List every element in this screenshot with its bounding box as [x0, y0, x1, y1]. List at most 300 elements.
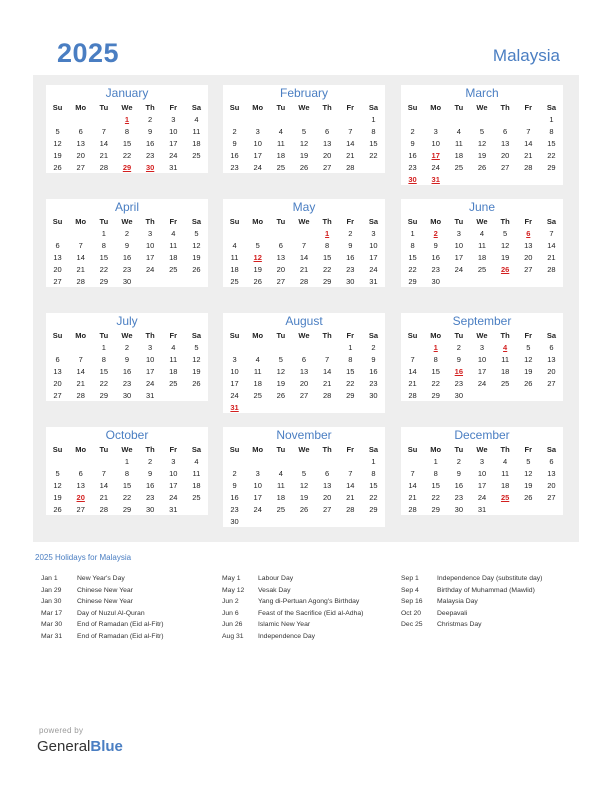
weekday-header: Tu [276, 444, 286, 454]
day-cell: 14 [408, 480, 417, 490]
day-cell: 20 [524, 252, 533, 262]
weekday-header: Tu [454, 102, 464, 112]
day-cell: 23 [122, 378, 132, 388]
day-cell: 16 [122, 252, 132, 262]
empty-day-cell [339, 401, 362, 413]
day-cell: 1 [371, 114, 376, 124]
day-cell: 19 [524, 480, 533, 490]
day-cell: 11 [276, 138, 285, 148]
day-cell: 21 [299, 264, 309, 274]
day-cell: 6 [325, 126, 330, 136]
day-cell: 20 [53, 264, 62, 274]
day-cell: 3 [371, 228, 376, 238]
day-cell: 10 [169, 126, 178, 136]
day-cell: 27 [76, 504, 85, 514]
day-cell: 21 [346, 492, 355, 502]
day-cell: 1 [410, 228, 415, 238]
empty-day-cell [517, 503, 540, 515]
weekday-header: Th [145, 102, 155, 112]
day-cell: 24 [230, 390, 239, 400]
empty-day-cell [292, 227, 315, 239]
day-cell: 18 [500, 366, 510, 376]
day-cell: 8 [348, 354, 353, 364]
day-cell: 13 [524, 240, 533, 250]
empty-day-cell [92, 455, 115, 467]
holiday-day-cell: 20 [76, 492, 85, 502]
day-cell: 31 [169, 504, 178, 514]
month-title: March [465, 86, 499, 100]
day-cell: 8 [433, 354, 438, 364]
day-cell: 8 [124, 468, 130, 478]
holiday-name: Chinese New Year [77, 598, 133, 605]
holiday-name: Feast of the Sacrifice (Eid al-Adha) [258, 609, 364, 617]
holiday-row [41, 587, 217, 599]
day-cell: 30 [454, 390, 464, 400]
empty-day-cell [316, 113, 339, 125]
weekday-header: Mo [75, 444, 87, 454]
empty-day-cell [494, 173, 517, 185]
weekday-header: Su [52, 444, 63, 454]
weekday-header: Fr [524, 216, 533, 226]
empty-day-cell [246, 515, 269, 527]
day-cell: 3 [171, 114, 176, 124]
day-cell: 21 [547, 252, 556, 262]
day-cell: 2 [410, 126, 415, 136]
day-cell: 30 [122, 276, 132, 286]
empty-day-cell [362, 161, 385, 173]
day-cell: 6 [549, 342, 554, 352]
day-cell: 10 [253, 138, 262, 148]
day-cell: 29 [99, 276, 109, 286]
day-cell: 7 [526, 126, 531, 136]
empty-day-cell [540, 389, 563, 401]
holiday-row [222, 621, 418, 633]
weekday-header: We [298, 330, 310, 340]
day-cell: 6 [78, 126, 83, 136]
holiday-name: Islamic New Year [258, 621, 311, 628]
holiday-name: Deepavali [437, 609, 468, 617]
day-cell: 3 [479, 342, 485, 352]
empty-day-cell [69, 227, 92, 239]
day-cell: 30 [454, 504, 464, 514]
day-cell: 25 [169, 378, 178, 388]
day-cell: 10 [230, 366, 239, 376]
empty-day-cell [292, 113, 315, 125]
day-cell: 12 [276, 366, 286, 376]
day-cell: 20 [322, 492, 332, 502]
empty-day-cell [185, 161, 208, 173]
holiday-day-cell: 17 [431, 150, 440, 160]
day-cell: 2 [371, 342, 376, 352]
day-cell: 24 [431, 162, 440, 172]
weekday-header: Sa [368, 102, 379, 112]
day-cell: 13 [76, 480, 85, 490]
holiday-day-cell: 30 [145, 162, 155, 172]
day-cell: 25 [500, 378, 510, 388]
empty-day-cell [223, 455, 246, 467]
empty-day-cell [185, 389, 208, 401]
day-cell: 19 [253, 264, 262, 274]
weekday-header: Sa [191, 444, 202, 454]
day-cell: 29 [431, 504, 440, 514]
holiday-date: Mar 30 [41, 621, 63, 628]
holiday-date: Sep 1 [401, 575, 419, 582]
day-cell: 8 [124, 126, 130, 136]
day-cell: 13 [547, 354, 556, 364]
weekday-header: Mo [430, 216, 442, 226]
day-cell: 9 [124, 240, 130, 250]
day-cell: 9 [433, 240, 438, 250]
day-cell: 6 [301, 354, 307, 364]
weekday-header: Fr [169, 330, 178, 340]
day-cell: 6 [549, 456, 554, 466]
day-cell: 18 [192, 138, 201, 148]
day-cell: 17 [253, 150, 262, 160]
day-cell: 13 [547, 468, 556, 478]
day-cell: 16 [230, 492, 239, 502]
day-cell: 27 [322, 162, 332, 172]
day-cell: 9 [124, 354, 130, 364]
day-cell: 5 [55, 468, 60, 478]
day-cell: 27 [500, 162, 510, 172]
empty-day-cell [517, 113, 540, 125]
day-cell: 11 [230, 252, 239, 262]
empty-day-cell [470, 275, 493, 287]
month-title: December [454, 428, 510, 442]
weekday-header: Th [145, 444, 155, 454]
empty-day-cell [246, 455, 269, 467]
day-cell: 22 [346, 378, 355, 388]
day-cell: 24 [169, 492, 178, 502]
weekday-header: Fr [346, 444, 355, 454]
day-cell: 26 [192, 264, 201, 274]
empty-day-cell [269, 515, 292, 527]
day-cell: 1 [433, 456, 438, 466]
day-cell: 14 [299, 252, 309, 262]
weekday-header: Sa [368, 330, 379, 340]
day-cell: 21 [99, 492, 109, 502]
day-cell: 23 [346, 264, 355, 274]
day-cell: 10 [253, 480, 262, 490]
day-cell: 8 [410, 240, 415, 250]
day-cell: 16 [122, 366, 132, 376]
day-cell: 25 [253, 390, 262, 400]
day-cell: 10 [431, 138, 440, 148]
holiday-date: Jan 29 [41, 586, 62, 594]
empty-day-cell [517, 275, 540, 287]
empty-day-cell [316, 455, 339, 467]
holiday-date: Sep 16 [401, 598, 423, 605]
day-cell: 19 [53, 150, 62, 160]
day-cell: 29 [431, 390, 440, 400]
day-cell: 29 [346, 390, 355, 400]
holiday-name: Chinese New Year [77, 586, 133, 594]
day-cell: 28 [299, 276, 309, 286]
day-cell: 4 [278, 468, 283, 478]
empty-day-cell [46, 227, 69, 239]
weekday-header: Th [500, 216, 510, 226]
day-cell: 12 [53, 480, 62, 490]
day-cell: 23 [454, 492, 464, 502]
day-cell: 22 [547, 150, 556, 160]
day-cell: 8 [433, 468, 438, 478]
day-cell: 28 [76, 390, 85, 400]
holiday-row [222, 598, 418, 610]
day-cell: 15 [346, 366, 355, 376]
day-cell: 7 [410, 354, 415, 364]
holiday-day-cell: 29 [122, 162, 132, 172]
holiday-row [41, 633, 217, 645]
empty-day-cell [494, 389, 517, 401]
day-cell: 5 [479, 126, 485, 136]
day-cell: 22 [322, 264, 332, 274]
day-cell: 28 [408, 504, 417, 514]
day-cell: 14 [524, 138, 533, 148]
day-cell: 27 [299, 390, 309, 400]
holiday-date: Jan 30 [41, 598, 62, 605]
day-cell: 13 [299, 366, 309, 376]
weekday-header: Fr [169, 216, 178, 226]
day-cell: 7 [78, 354, 83, 364]
empty-day-cell [494, 503, 517, 515]
day-cell: 25 [192, 492, 201, 502]
day-cell: 15 [322, 252, 332, 262]
day-cell: 23 [230, 504, 239, 514]
empty-day-cell [339, 455, 362, 467]
holiday-day-cell: 4 [503, 342, 508, 352]
day-cell: 27 [547, 492, 556, 502]
day-cell: 8 [371, 468, 376, 478]
day-cell: 24 [145, 378, 155, 388]
empty-day-cell [540, 503, 563, 515]
day-cell: 10 [145, 240, 155, 250]
day-cell: 23 [122, 264, 132, 274]
day-cell: 20 [322, 150, 332, 160]
day-cell: 19 [299, 492, 309, 502]
empty-day-cell [69, 341, 92, 353]
day-cell: 12 [192, 354, 201, 364]
weekday-header: Fr [169, 102, 178, 112]
holiday-date: Mar 17 [41, 609, 63, 617]
day-cell: 14 [346, 138, 355, 148]
day-cell: 20 [276, 264, 286, 274]
weekday-header: Fr [346, 102, 355, 112]
empty-day-cell [69, 455, 92, 467]
weekday-header: We [298, 216, 310, 226]
day-cell: 4 [479, 228, 485, 238]
weekday-header: Fr [524, 102, 533, 112]
empty-day-cell [494, 275, 517, 287]
day-cell: 15 [369, 480, 378, 490]
empty-day-cell [46, 455, 69, 467]
holiday-date: Dec 25 [401, 621, 423, 628]
day-cell: 13 [53, 366, 62, 376]
generalblue-logo[interactable] [37, 738, 123, 755]
day-cell: 11 [276, 480, 285, 490]
weekday-header: Sa [191, 102, 202, 112]
day-cell: 16 [145, 138, 155, 148]
empty-day-cell [339, 515, 362, 527]
holiday-row [222, 610, 418, 622]
day-cell: 6 [55, 354, 60, 364]
day-cell: 21 [346, 150, 355, 160]
day-cell: 22 [369, 150, 378, 160]
weekday-header: Su [229, 216, 240, 226]
day-cell: 18 [276, 150, 286, 160]
day-cell: 20 [299, 378, 309, 388]
weekday-header: Mo [252, 330, 264, 340]
day-cell: 7 [325, 354, 330, 364]
weekday-header: Mo [252, 102, 264, 112]
weekday-header: Su [52, 330, 63, 340]
day-cell: 11 [454, 138, 463, 148]
day-cell: 28 [547, 264, 556, 274]
weekday-header: Tu [99, 330, 109, 340]
day-cell: 18 [253, 378, 262, 388]
day-cell: 18 [500, 480, 510, 490]
holiday-name: Yang di-Pertuan Agong's Birthday [258, 598, 360, 605]
day-cell: 26 [524, 378, 533, 388]
day-cell: 12 [192, 240, 201, 250]
day-cell: 19 [477, 150, 487, 160]
day-cell: 10 [477, 468, 487, 478]
empty-day-cell [223, 227, 246, 239]
holiday-date: May 12 [222, 586, 245, 594]
day-cell: 1 [101, 342, 106, 352]
weekday-header: Sa [546, 102, 557, 112]
month-april [46, 199, 208, 287]
day-cell: 2 [232, 468, 237, 478]
month-title: September [452, 314, 512, 328]
empty-day-cell [269, 227, 292, 239]
day-cell: 17 [230, 378, 239, 388]
holiday-day-cell: 26 [500, 264, 510, 274]
day-cell: 22 [122, 150, 132, 160]
weekday-header: Fr [169, 444, 178, 454]
day-cell: 3 [456, 228, 461, 238]
day-cell: 31 [369, 276, 378, 286]
day-cell: 17 [369, 252, 378, 262]
day-cell: 17 [477, 366, 487, 376]
weekday-header: Su [407, 216, 418, 226]
weekday-header: Su [407, 330, 418, 340]
day-cell: 4 [194, 456, 199, 466]
day-cell: 10 [169, 468, 178, 478]
empty-day-cell [316, 401, 339, 413]
holiday-name: Malaysia Day [437, 598, 478, 605]
day-cell: 12 [524, 354, 533, 364]
day-cell: 6 [55, 240, 60, 250]
day-cell: 29 [99, 390, 109, 400]
empty-day-cell [223, 341, 246, 353]
day-cell: 20 [76, 150, 85, 160]
day-cell: 25 [454, 162, 464, 172]
day-cell: 8 [101, 240, 106, 250]
day-cell: 26 [253, 276, 262, 286]
day-cell: 12 [299, 480, 309, 490]
holiday-column [401, 575, 607, 633]
day-cell: 14 [408, 366, 417, 376]
day-cell: 29 [547, 162, 556, 172]
day-cell: 8 [325, 240, 330, 250]
day-cell: 9 [148, 468, 153, 478]
logo-blue-text: Blue [90, 738, 123, 755]
day-cell: 9 [232, 480, 237, 490]
month-title: August [285, 314, 323, 328]
day-cell: 9 [456, 354, 461, 364]
month-june [401, 199, 563, 287]
holiday-row [41, 621, 217, 633]
empty-day-cell [470, 389, 493, 401]
day-cell: 5 [301, 468, 307, 478]
weekday-header: Sa [191, 330, 202, 340]
day-cell: 7 [348, 126, 353, 136]
day-cell: 24 [477, 492, 487, 502]
day-cell: 27 [276, 276, 286, 286]
holiday-name: New Year's Day [77, 575, 125, 582]
empty-day-cell [269, 455, 292, 467]
day-cell: 24 [145, 264, 155, 274]
day-cell: 20 [547, 480, 556, 490]
weekday-header: Sa [368, 444, 379, 454]
day-cell: 18 [169, 366, 178, 376]
day-cell: 18 [477, 252, 487, 262]
weekday-header: Tu [454, 330, 464, 340]
day-cell: 5 [255, 240, 260, 250]
day-cell: 25 [477, 264, 487, 274]
weekday-header: Mo [75, 102, 87, 112]
day-cell: 23 [145, 150, 155, 160]
day-cell: 14 [547, 240, 556, 250]
day-cell: 4 [503, 456, 508, 466]
day-cell: 9 [410, 138, 415, 148]
weekday-header: Tu [454, 216, 464, 226]
empty-day-cell [470, 113, 493, 125]
day-cell: 11 [192, 126, 201, 136]
day-cell: 8 [101, 354, 106, 364]
day-cell: 30 [230, 516, 239, 526]
day-cell: 29 [322, 276, 332, 286]
holiday-name: Day of Nuzul Al-Quran [77, 609, 145, 617]
day-cell: 6 [503, 126, 508, 136]
day-cell: 2 [232, 126, 237, 136]
day-cell: 21 [76, 378, 85, 388]
day-cell: 15 [122, 480, 132, 490]
holiday-day-cell: 1 [325, 228, 330, 238]
day-cell: 21 [524, 150, 533, 160]
day-cell: 25 [276, 162, 286, 172]
day-cell: 12 [524, 468, 533, 478]
day-cell: 19 [192, 252, 201, 262]
day-cell: 26 [276, 390, 286, 400]
day-cell: 5 [301, 126, 307, 136]
day-cell: 27 [53, 276, 62, 286]
month-title: May [292, 200, 316, 214]
day-cell: 11 [192, 468, 201, 478]
weekday-header: Sa [546, 330, 557, 340]
month-title: January [105, 86, 149, 100]
day-cell: 21 [99, 150, 109, 160]
day-cell: 17 [454, 252, 464, 262]
empty-day-cell [316, 341, 339, 353]
weekday-header: Mo [430, 102, 442, 112]
day-cell: 17 [477, 480, 487, 490]
weekday-header: We [476, 444, 488, 454]
empty-day-cell [316, 515, 339, 527]
empty-day-cell [246, 227, 269, 239]
day-cell: 15 [122, 138, 132, 148]
day-cell: 3 [148, 342, 153, 352]
